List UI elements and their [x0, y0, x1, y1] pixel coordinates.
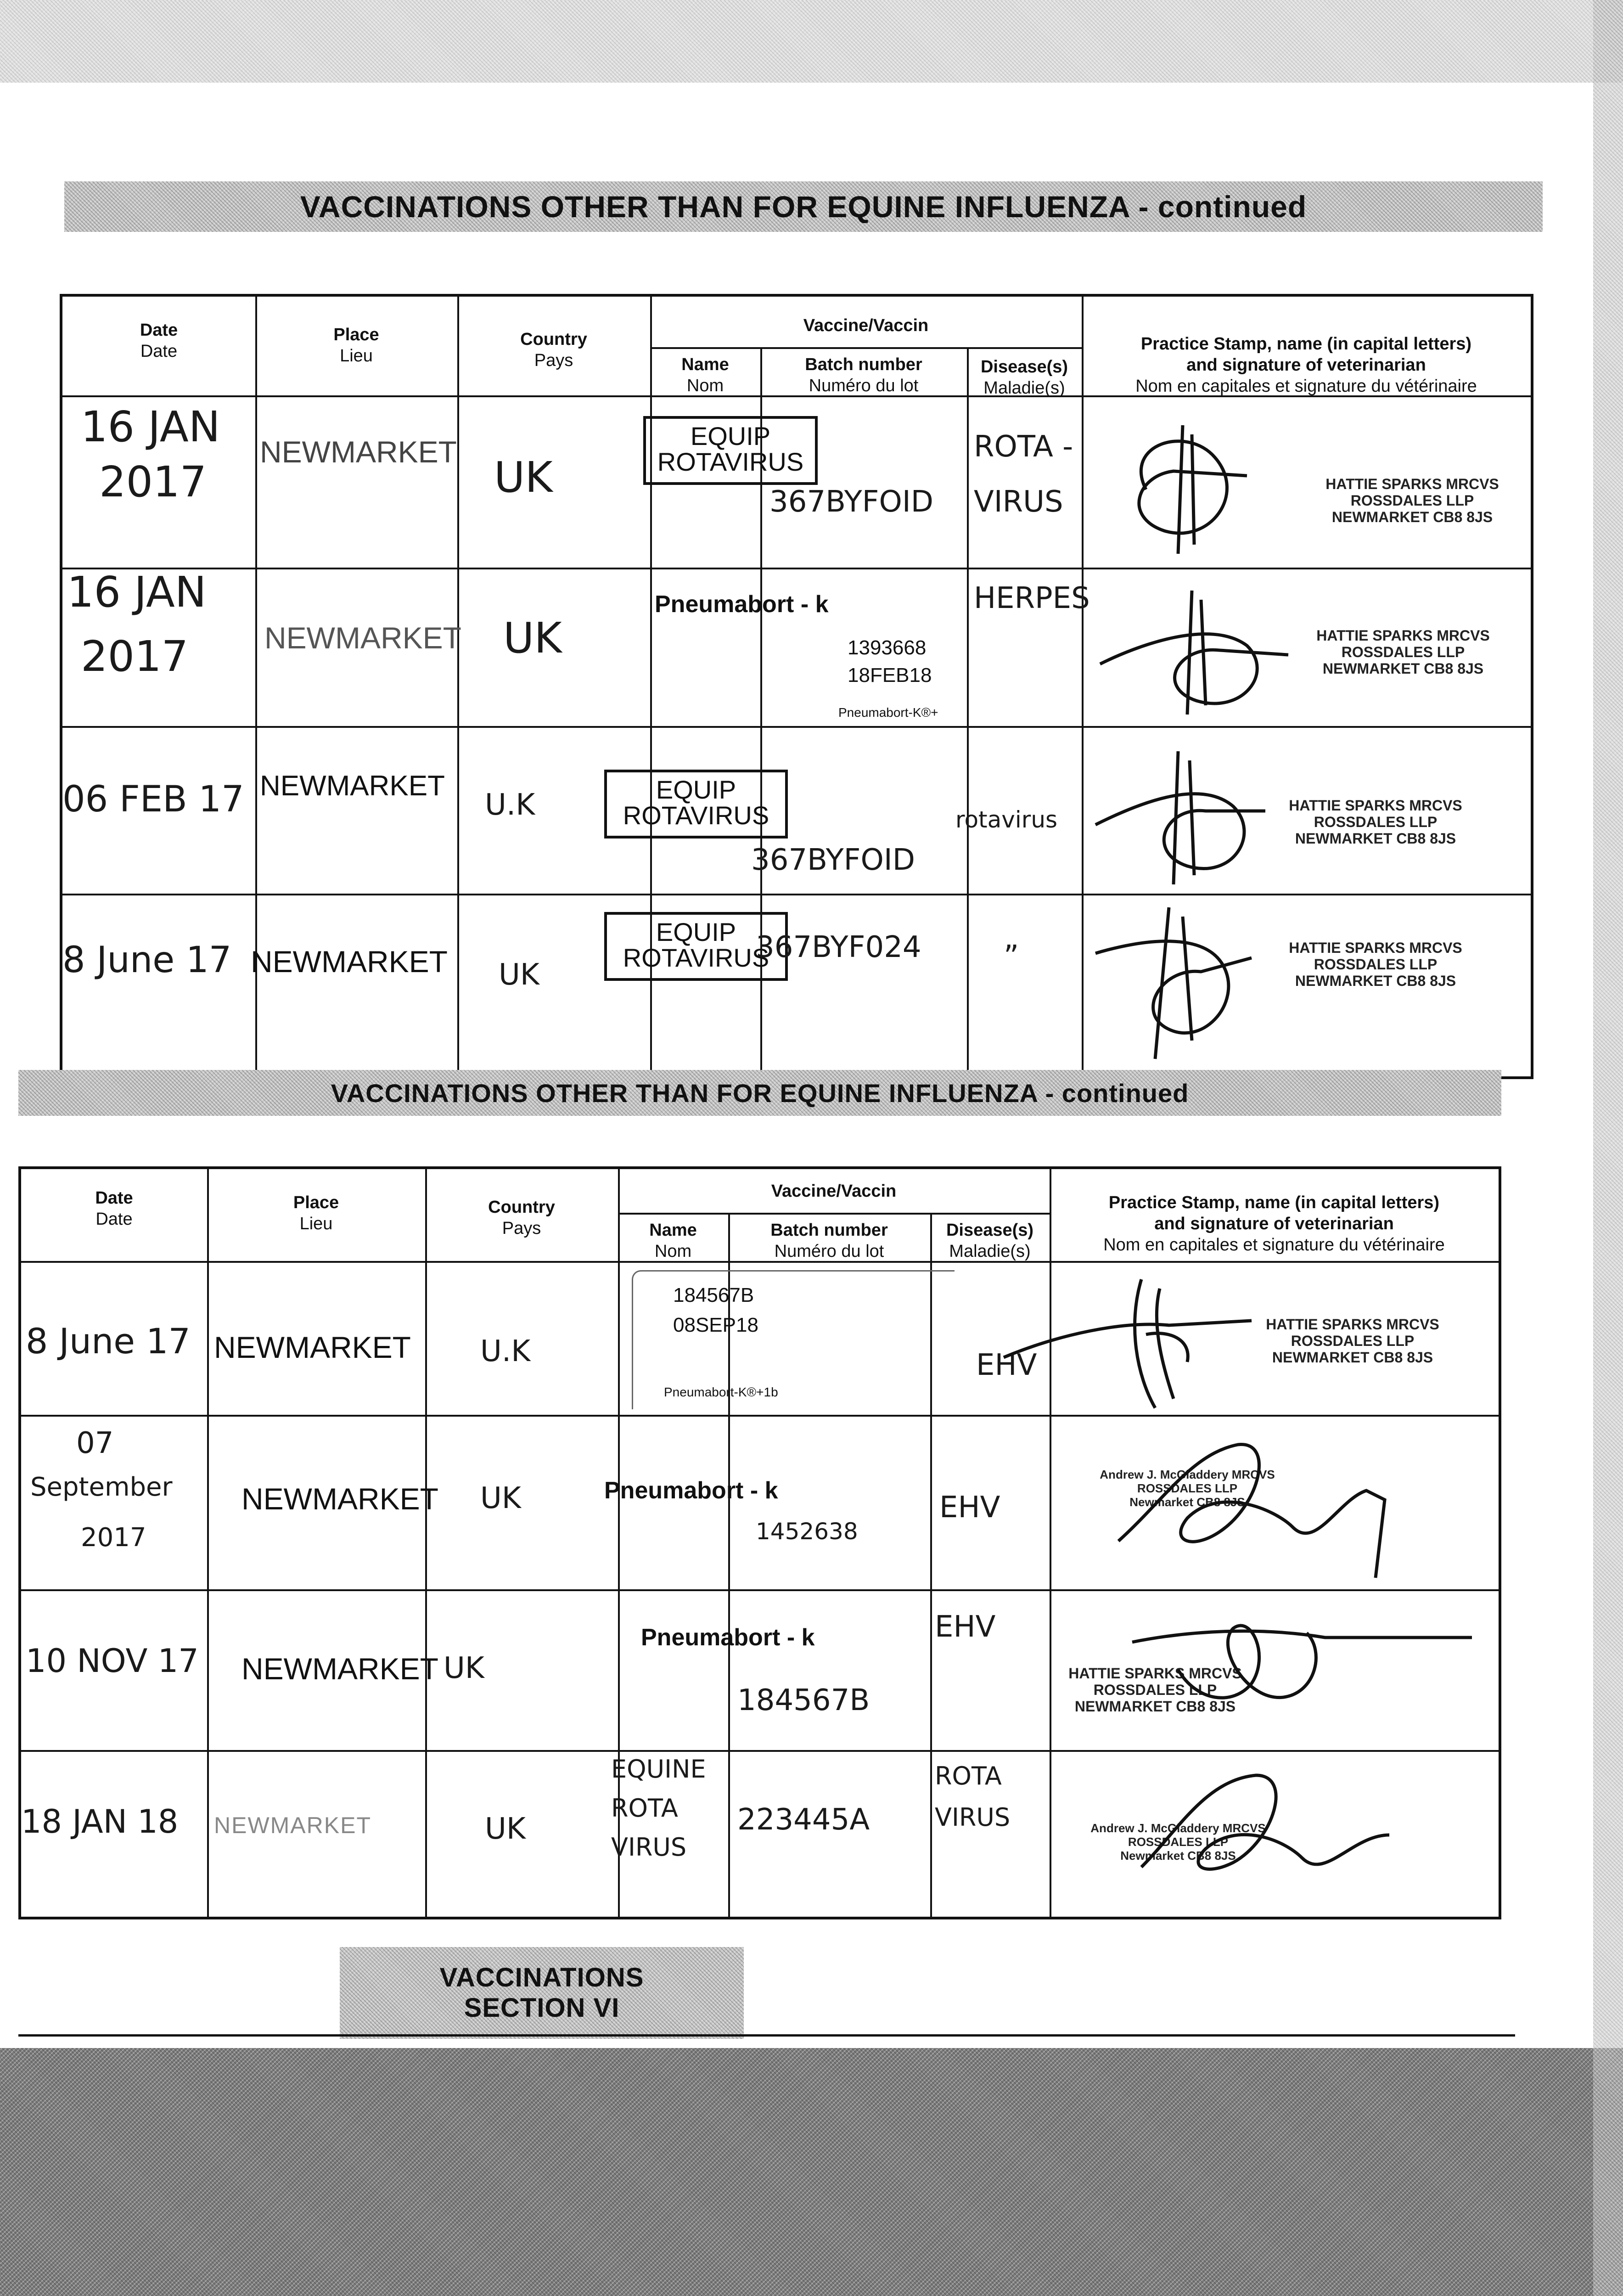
- s1-r4-name-2: ROTAVIRUS: [623, 943, 769, 972]
- s2-header-date-en: Date: [95, 1188, 133, 1208]
- s1-vaccine-sub-line: [650, 347, 1082, 349]
- s2-header-batch-fr: Numéro du lot: [774, 1242, 884, 1261]
- s1-row-line-2: [62, 726, 1531, 728]
- s2-header-practice-1: Practice Stamp, name (in capital letters): [1108, 1193, 1440, 1212]
- s1-header-practice-3: Nom en capitales et signature du vétérinaire: [1135, 377, 1477, 396]
- s1-header-country-fr: Pays: [534, 351, 573, 370]
- s2-r1-batch-1: 184567B: [673, 1284, 754, 1306]
- s2-header-place-en: Place: [293, 1193, 339, 1212]
- s2-r3-batch: 184567B: [737, 1683, 870, 1717]
- s2-r4-country: UK: [485, 1812, 526, 1846]
- s1-r2-disease-1: HERPES: [974, 581, 1090, 615]
- s1-r1-date-1: 16 JAN: [81, 402, 220, 451]
- s1-header-place: [255, 324, 457, 366]
- s1-r4-stamp-2: ROSSDALES LLP: [1314, 956, 1438, 973]
- s2-header-disease-fr: Maladie(s): [949, 1242, 1031, 1261]
- sheet2-bottom-edge: [18, 2034, 1515, 2037]
- s2-header-disease-en: Disease(s): [946, 1221, 1034, 1240]
- right-scan-edge: [1593, 0, 1623, 2296]
- s1-header-disease-en: Disease(s): [980, 357, 1068, 377]
- s1-r3-country: U.K: [485, 788, 535, 822]
- s1-r1-country: UK: [494, 453, 553, 502]
- s1-r2-stamp-2: ROSSDALES LLP: [1341, 644, 1465, 660]
- s1-r2-country: UK: [503, 613, 562, 663]
- s1-r4-disease-1: ”: [1004, 940, 1019, 974]
- top-page-white: [0, 83, 1623, 174]
- s2-r1-batch-2: 08SEP18: [673, 1314, 758, 1336]
- s1-r2-place: NEWMARKET: [264, 621, 461, 655]
- s1-r1-stamp: [1302, 476, 1522, 525]
- s2-header-name: [618, 1220, 728, 1262]
- s1-row-line-1: [62, 568, 1531, 569]
- s1-r4-signature: [1086, 903, 1261, 1068]
- s2-r2-stamp-3: Newmarket CB8 8JS: [1129, 1495, 1245, 1509]
- s1-r3-name-box: [604, 770, 788, 838]
- s2-header-practice: [1050, 1192, 1499, 1255]
- s1-r4-place: NEWMARKET: [251, 945, 448, 979]
- s1-col-line-2: [457, 297, 459, 1076]
- s1-header-batch-fr: Numéro du lot: [809, 376, 919, 395]
- s2-header-country: [425, 1197, 618, 1239]
- s1-header-vaccine-en: Vaccine/Vaccin: [803, 316, 929, 335]
- s2-r3-date-1: 10 NOV 17: [26, 1642, 199, 1680]
- s1-r1-stamp-2: ROSSDALES LLP: [1350, 492, 1474, 509]
- s2-header-batch-en: Batch number: [770, 1221, 888, 1240]
- s1-r3-stamp: [1265, 797, 1486, 847]
- sheet1-banner: [64, 181, 1543, 232]
- s2-r3-name-1: Pneumabort - k: [641, 1624, 815, 1651]
- s1-col-line-6: [1082, 297, 1084, 1076]
- s2-r2-name-1: Pneumabort - k: [604, 1477, 778, 1504]
- s2-r4-date-1: 18 JAN 18: [21, 1803, 179, 1840]
- s2-header-batch: [728, 1220, 930, 1262]
- s2-r2-date-1: 07: [76, 1426, 114, 1460]
- s1-r3-signature: [1086, 737, 1270, 894]
- s1-row-line-3: [62, 894, 1531, 895]
- s1-r2-stamp-3: NEWMARKET CB8 8JS: [1322, 660, 1484, 677]
- s2-header-disease: [930, 1220, 1050, 1262]
- s2-r1-place: NEWMARKET: [214, 1330, 411, 1364]
- s2-vaccine-sub-line: [618, 1213, 1050, 1215]
- s2-r2-date-2: September: [30, 1472, 173, 1502]
- s1-header-place-en: Place: [333, 325, 379, 344]
- s1-r3-place: NEWMARKET: [260, 770, 445, 802]
- sheet2-banner-text: VACCINATIONS OTHER THAN FOR EQUINE INFLUENZA - continued: [331, 1078, 1189, 1108]
- s2-r3-stamp-2: ROSSDALES LLP: [1093, 1682, 1217, 1698]
- section-tab: [340, 1947, 744, 2039]
- s2-header-date: [21, 1187, 207, 1230]
- s2-header-practice-3: Nom en capitales et signature du vétérinaire: [1103, 1235, 1445, 1255]
- s1-r1-signature: [1095, 407, 1288, 563]
- s2-r4-batch: 223445A: [737, 1803, 870, 1837]
- s1-col-line-5: [967, 347, 969, 1076]
- s2-header-date-fr: Date: [95, 1210, 133, 1229]
- s1-r1-name-1: EQUIP: [690, 422, 771, 450]
- s2-r1-stamp-3: NEWMARKET CB8 8JS: [1272, 1349, 1433, 1366]
- s1-r3-name-1: EQUIP: [656, 775, 736, 804]
- s1-r3-disease-1: rotavirus: [955, 806, 1058, 833]
- s2-r3-stamp-1: HATTIE SPARKS MRCVS: [1068, 1665, 1242, 1682]
- s1-r1-name-box: [643, 416, 818, 485]
- s1-header-country-en: Country: [520, 330, 587, 349]
- sheet2-table: [18, 1166, 1501, 1919]
- s1-r1-disease-2: VIRUS: [974, 485, 1063, 519]
- s2-r1-label: Pneumabort-K®+1b: [664, 1385, 778, 1399]
- s2-r4-disease-1: ROTA: [935, 1761, 1002, 1790]
- s1-header-vaccine: [650, 315, 1082, 336]
- s1-header-date-fr: Date: [140, 342, 178, 361]
- s1-header-date: [62, 320, 255, 362]
- s1-r4-stamp-1: HATTIE SPARKS MRCVS: [1289, 940, 1462, 956]
- s2-header-name-en: Name: [649, 1221, 697, 1240]
- s1-header-practice-1: Practice Stamp, name (in capital letters): [1140, 334, 1472, 354]
- bottom-scan-edge: [0, 2048, 1623, 2296]
- s2-r1-stamp-1: HATTIE SPARKS MRCVS: [1266, 1316, 1439, 1333]
- s1-r2-stamp: [1293, 627, 1513, 677]
- s1-r4-date-1: 8 June 17: [62, 940, 232, 981]
- s2-r1-country: U.K: [480, 1334, 531, 1368]
- s1-header-disease: [967, 356, 1082, 399]
- s2-header-name-fr: Nom: [654, 1242, 692, 1261]
- s2-r3-place: NEWMARKET: [241, 1652, 438, 1686]
- s1-r4-name-1: EQUIP: [656, 917, 736, 946]
- s1-header-name-fr: Nom: [686, 376, 724, 395]
- s1-r1-stamp-3: NEWMARKET CB8 8JS: [1331, 509, 1493, 525]
- s1-header-date-en: Date: [140, 321, 178, 340]
- s2-r2-signature: [1100, 1426, 1421, 1582]
- s1-r3-batch: 367BYFOID: [751, 843, 915, 877]
- s1-r1-stamp-1: HATTIE SPARKS MRCVS: [1325, 476, 1499, 492]
- s1-r2-date-2: 2017: [81, 632, 189, 681]
- s2-r3-stamp-3: NEWMARKET CB8 8JS: [1074, 1698, 1236, 1715]
- s2-col-line-2: [425, 1169, 427, 1917]
- s2-header-vaccine-en: Vaccine/Vaccin: [771, 1182, 897, 1201]
- s1-r3-name-2: ROTAVIRUS: [623, 801, 769, 830]
- s1-r4-stamp-3: NEWMARKET CB8 8JS: [1295, 973, 1456, 989]
- s2-r1-signature: [1004, 1270, 1261, 1408]
- s2-r2-stamp-2: ROSSDALES LLP: [1137, 1481, 1238, 1495]
- s1-r1-date-2: 2017: [99, 457, 207, 506]
- s1-header-practice-2: and signature of veterinarian: [1186, 355, 1426, 375]
- s1-r2-batch-2: 18FEB18: [848, 664, 932, 687]
- s2-r1-stamp: [1242, 1316, 1463, 1366]
- s2-r4-stamp-1: Andrew J. McGladdery MRCVS: [1090, 1821, 1266, 1835]
- sheet1-banner-text: VACCINATIONS OTHER THAN FOR EQUINE INFLUENZA - continued: [300, 190, 1307, 224]
- section-tab-line-2: SECTION VI: [464, 1993, 620, 2023]
- s2-r2-country: UK: [480, 1481, 521, 1515]
- s2-row-line-1: [21, 1415, 1499, 1417]
- s1-r2-name-1: Pneumabort - k: [655, 591, 829, 618]
- s1-r4-stamp: [1265, 940, 1486, 989]
- s2-row-line-3: [21, 1750, 1499, 1752]
- s1-r3-stamp-1: HATTIE SPARKS MRCVS: [1289, 797, 1462, 814]
- s1-header-name: [650, 354, 760, 396]
- s2-r3-disease-1: EHV: [935, 1610, 996, 1644]
- s1-r1-name-2: ROTAVIRUS: [657, 447, 804, 476]
- s1-header-place-fr: Lieu: [340, 346, 373, 366]
- s2-r2-stamp-1: Andrew J. McGladdery MRCVS: [1100, 1468, 1275, 1481]
- sheet2-banner: [18, 1070, 1501, 1116]
- s1-r2-label: Pneumabort-K®+: [838, 705, 938, 720]
- s2-header-country-en: Country: [488, 1198, 555, 1217]
- section-tab-line-1: VACCINATIONS: [439, 1963, 644, 1992]
- s1-r1-disease-1: ROTA -: [974, 430, 1073, 464]
- s1-header-name-en: Name: [681, 355, 729, 374]
- s1-header-country: [457, 329, 650, 371]
- s1-r2-signature: [1091, 577, 1293, 724]
- s2-r1-date-1: 8 June 17: [26, 1321, 191, 1362]
- s2-r4-stamp-2: ROSSDALES LLP: [1128, 1835, 1229, 1849]
- s2-header-place-fr: Lieu: [299, 1214, 333, 1233]
- s1-r1-place: NEWMARKET: [260, 435, 457, 469]
- s2-r4-name-2: ROTA: [611, 1794, 678, 1823]
- s1-r4-country: UK: [499, 958, 539, 992]
- s1-r3-stamp-2: ROSSDALES LLP: [1314, 814, 1438, 830]
- s2-r4-place: NEWMARKET: [214, 1812, 371, 1838]
- s2-r4-stamp-3: Newmarket CB8 8JS: [1120, 1849, 1236, 1863]
- s2-r2-disease-1: EHV: [939, 1491, 1000, 1525]
- s2-r2-place: NEWMARKET: [241, 1482, 438, 1516]
- s2-r2-batch: 1452638: [756, 1518, 858, 1545]
- s1-r4-batch: 367BYF024: [756, 930, 921, 964]
- s2-r1-stamp-2: ROSSDALES LLP: [1291, 1333, 1415, 1349]
- s2-r3-signature: [1132, 1596, 1481, 1734]
- s2-r4-signature: [1123, 1761, 1417, 1899]
- s1-header-practice: [1082, 333, 1531, 397]
- s2-r3-country: UK: [444, 1651, 484, 1685]
- s2-header-vaccine: [618, 1181, 1050, 1202]
- s1-r3-stamp-3: NEWMARKET CB8 8JS: [1295, 830, 1456, 847]
- s1-header-disease-fr: Maladie(s): [983, 378, 1065, 398]
- s2-header-place: [207, 1192, 425, 1234]
- s2-header-practice-2: and signature of veterinarian: [1154, 1214, 1394, 1233]
- s2-r4-name-1: EQUINE: [611, 1755, 706, 1784]
- s1-r3-date-1: 06 FEB 17: [62, 779, 244, 820]
- s2-r2-date-3: 2017: [81, 1523, 146, 1553]
- s2-header-country-fr: Pays: [502, 1219, 541, 1238]
- s2-r1-disease-1: EHV: [976, 1348, 1037, 1382]
- s2-col-line-1: [207, 1169, 209, 1917]
- sheet1-table: [60, 294, 1533, 1079]
- s1-r2-stamp-1: HATTIE SPARKS MRCVS: [1316, 627, 1490, 644]
- s1-header-batch-en: Batch number: [805, 355, 922, 374]
- s2-r4-name-3: VIRUS: [611, 1833, 687, 1862]
- s1-header-batch: [760, 354, 967, 396]
- s2-r4-disease-2: VIRUS: [935, 1803, 1011, 1832]
- s1-r1-batch: 367BYFOID: [769, 485, 933, 519]
- s1-r2-batch-1: 1393668: [848, 636, 927, 659]
- s1-r2-date-1: 16 JAN: [67, 568, 207, 617]
- s2-row-line-2: [21, 1589, 1499, 1591]
